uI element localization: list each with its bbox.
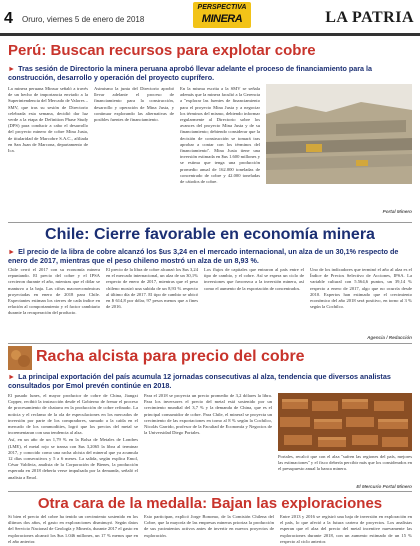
article2-paragraph: Chile cerró el 2017 con su economía minera repuntando. El precio del cobre y el IPSA crecieron durante el año, mientras que el dólar se mantuvo a la baja. Las cifras macroeconómicas proyectadas en enero de 2018 para Chile. Expectantes estiman los cierres de cada índice en relación al comportamiento y el factor cambiario durante la recuperación del producto. [8,267,100,316]
article3-paragraph: El pasado lunes, el mayor productor de cobre de China, Jiangxi Copper, recibió la instrucción desde el Gobierno de frenar el proceso de procesamiento de chatarra en la producción de cobre refinado. La noticia y el reclamo de la ola de especulaciones en los mercados de inversión por parte de los compradores, sumado a la caída en el mercado de los commodities, logró que los precios del metal se incrementaran con una tendencia al alza. [8,393,138,436]
article4-column-1 [8,514,138,544]
article1-paragraph: Asimismo la junta del Directorio aprobó llevar adelante el proceso de financiamiento para la construcción, desarrollo y operación de Mina Justa, y continuar explorando las alternativas de posibles fuentes de financiamiento. [94,86,174,123]
article4-column-2 [144,514,274,544]
article4-paragraph: Si bien el precio del cobre ha tenido un crecimiento sostenido en los últimos dos años, el gasto en exploraciones disminuyó. Según datos del Servicio Nacional de Geología y Minería, durante 2017 el gasto en exploraciones alcanzó los $us 1.046 millones, un 17 % menos que en el año anterior. [8,514,138,544]
article1-byline: Portal Minero [382,209,412,214]
article3-paragraph: Así, en un año de un 1,79 % en la Bolsa de Metales de Londres (LME), el metal rojo se transa con $us 3,2065 la libra al terminar 2017, y conocido como una racha alcista del mineral que ya acumula 12 días consecutivos y 5 a 6 meses. La salida, según explica Emol, César Valdivia, analista de la Corporación de Bienes, la producción esperada en 2018 debería verse impulsada por la demanda, señaló el analista a Emol. [8,437,138,480]
bullet-triangle-icon: ► [8,64,16,73]
article3-byline: El Mercurio Portal Minero [356,484,412,489]
article1-deck [8,64,412,82]
article3-deck [8,372,412,390]
page-number: 4 [4,10,13,27]
article2-column-4 [310,267,412,333]
article1-paragraph: En la misma escrita a la SMV se señala además que la minera facultó a la Gerencia a ''explorar las fuentes de financiamiento para el proyecto Mina Justa y a negociar los términos del mismo, debiendo informar regularmente al Directorio sobre los avances del proyecto Mina Justa y de su financiamiento; debiendo considerar que la decisión de construcción se tomará tras aprobar a contar con los términos del financiamiento''. Mina Justa tiene una inversión estimada en $us 1.600 millones y se estima que tenga una producción promedio anual de 162.000 toneladas de concentrado de cobre y 42.000 toneladas de cátodos de cobre. [180,86,260,185]
page-header [0,0,420,34]
newspaper-name: LA PATRIA [325,9,414,26]
article1-headline: Perú: Buscan recursos para explotar cobre [8,42,316,59]
article3-caption: Portales, recalcó que con el alza ''sufren las regiones del país, mejores las estimaciones'' y el fisco debería percibir más que los considerados en el presupuesto anual la banca minera. [278,454,412,471]
article3-headline: Racha alcista para precio del cobre [36,348,305,365]
article2-deck [8,247,412,265]
article1-column-2 [94,86,174,218]
divider [8,343,412,344]
divider [8,222,412,223]
bullet-triangle-icon: ► [8,247,16,256]
article3-photo-copper [278,393,412,451]
header-rule [0,33,420,36]
article3-column-2 [144,393,272,489]
article2-paragraph: Los flujos de capitales que entraron al país entre el tipo de cambio, y el cobre. Así se espera un ciclo de inversiones que favorezca a la inversión minera, así como el aumento de la exportación de concentrados. [204,267,304,291]
article3-paragraph: Para el 2018 se proyecta un precio promedio de 3,2 dólares la libra. Para los inversores el precio del metal está sostenido por un crecimiento mundial del 3,7 % y la demanda de China, que es el principal consumidor de cobre. Para Chile, el mineral se proyecta un crecimiento de las exportaciones en torno al 8 % según la Cochilco, Nicolás Garrido, profesor de la Facultad de Economía y Negocios de la Universidad Diego Portales. [144,393,272,436]
article1-deck-text: Tras sesión de Directorio la minera peruana aprobó llevar adelante el proceso de financiamiento para la construcción, desarrollo y operación del proyecto cuprífero. [8,64,373,82]
section-badge-top: PERSPECTIVA [197,4,247,11]
article4-paragraph: Esto participan, explicó Jorge Bonomo, de la Comisión Chilena del Cobre, que la mayoría de las empresas mineras prioriza la producción de sus yacimientos activos antes de invertir en nuevos proyectos de exploración. [144,514,274,538]
article3-column-1 [8,393,138,489]
article2-deck-text: El precio de la libra de cobre alcanzó los $us 3,24 en el mercado internacional, un alza de un 30,1% respecto de enero de 2017, mientras que el peso chileno mostró un alza de un 8,93 %. [8,247,399,265]
bullet-triangle-icon: ► [8,372,16,381]
article1-paragraph: La minera peruana Minsur señaló a través de un hecho de importancia enviado a la Superintendencia del Mercado de Valores – SMV, que tras su sesión de Directorio celebrada esta semana, decidió dar luz verde a la etapa de Definition Phase Study (DPS) para conducir a cabo el desarrollo del proyecto minero de cobre Mina Justa, de titularidad de Marcobre S.A.C., afiliada en San Juan de Marcona, departamento de Ica. [8,86,88,154]
article2-headline: Chile: Cierre favorable en economía minera [45,226,375,243]
article4-column-3 [280,514,412,544]
article1-column-1 [8,86,88,218]
article2-byline: Agencia / Redacción [367,335,412,340]
article2-column-2 [106,267,198,341]
article2-column-3 [204,267,304,341]
article2-paragraph: El precio de la libra de cobre alcanzó los $us 3,24 en el mercado internacional, un alza de un 30,1% respecto de enero de 2017, mientras que el peso chileno mostró una subida de un 8,93 % respecto al último día de 2017. El tipo de cambio se ubicó en $ 614,8 por dólar, 97 pesos menos que a fines de 2016. [106,267,198,310]
article3-thumb-photo [8,346,32,370]
article3-deck-text: La principal exportación del país acumula 12 jornadas consecutivas al alza, tendencia que diversos analistas consultados por Emol prevén continúe en 2018. [8,372,391,390]
article2-column-1 [8,267,100,341]
issue-date: Oruro, viernes 5 de enero de 2018 [22,15,145,24]
article4-headline: Otra cara de la medalla: Bajan las exploraciones [37,495,383,512]
section-badge-bottom: MINERA [201,13,243,25]
article1-photo-mine [266,84,412,184]
divider [8,491,412,492]
article4-paragraph: Entre 2013 y 2016 se registró una baja de inversión en exploración en el país, lo que afectó a la futura cartera de proyectos. Los analistas esperan que el alza del precio del metal incentive nuevamente las exploraciones durante 2018, con un aumento estimado de un 15 % respecto al ciclo anterior. [280,514,412,544]
article2-paragraph: Uno de los indicadores que terminó el año al alza es el Índice de Precios Selectivo de Acciones, IPSA. La variable cultural con 5.564,6 puntos, un 39,14 % respecto a enero de 2017, algo que no ocurría desde 2010. Expertos han estimado que el crecimiento económico del año 2018 será positivo, en torno al 3 % según la Cochilco. [310,267,412,310]
article1-column-3 [180,86,260,218]
section-badge [193,2,251,28]
